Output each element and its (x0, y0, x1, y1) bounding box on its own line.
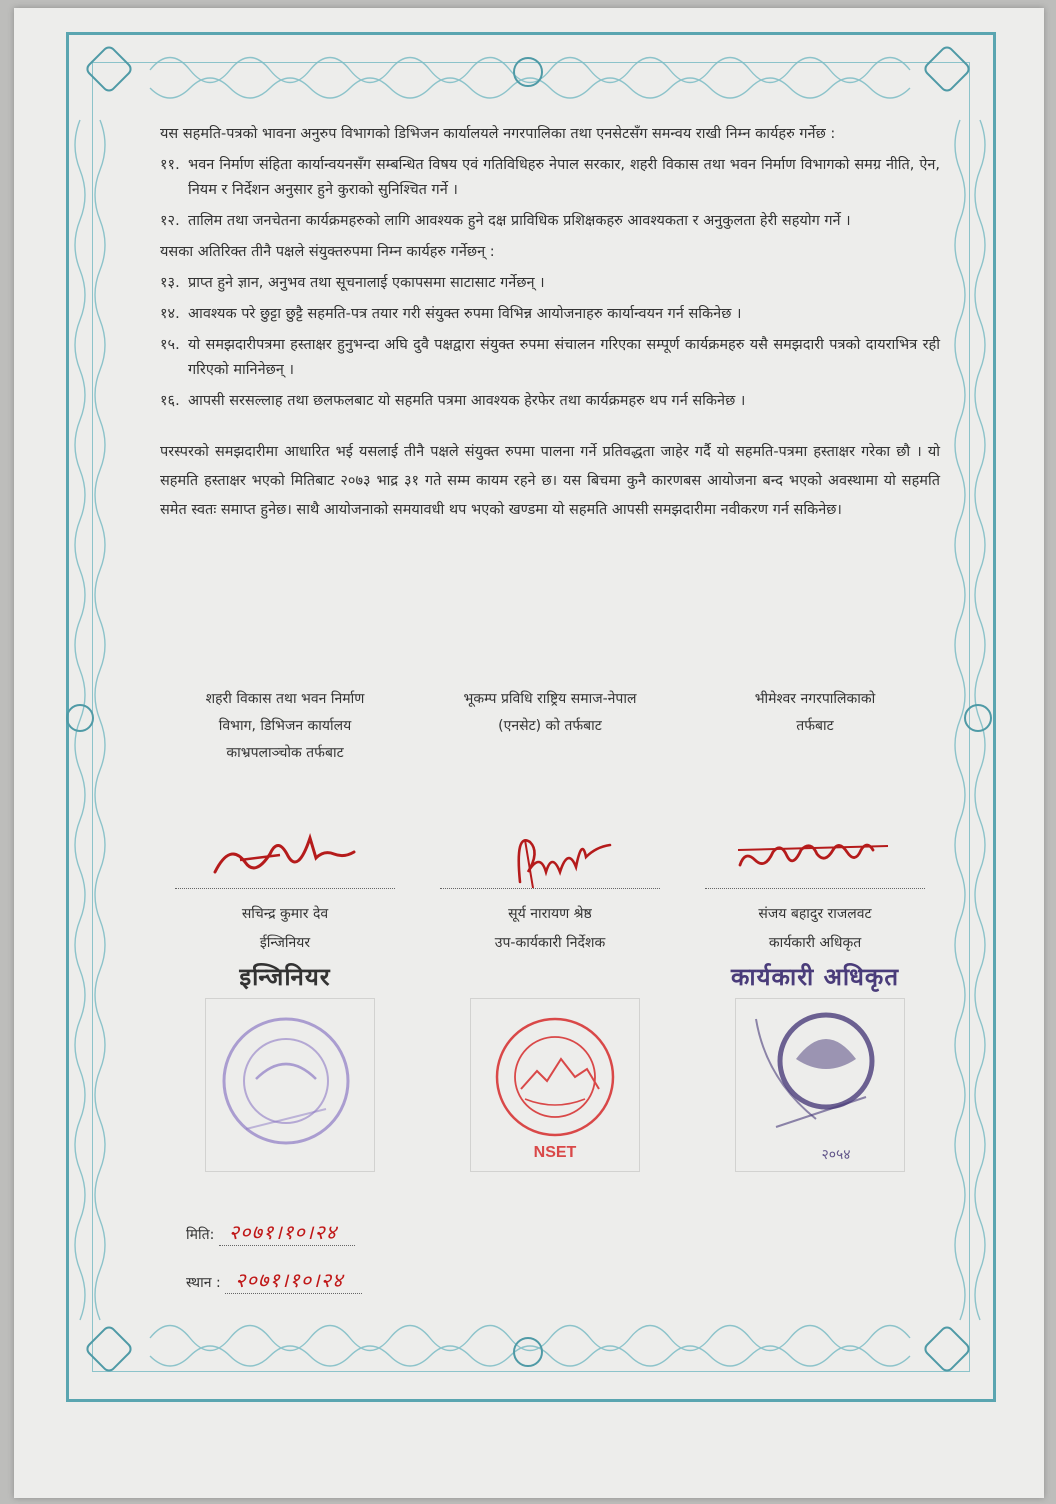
signatory-title: उप-कार्यकारी निर्देशक (494, 935, 606, 951)
item-number: १५. (160, 337, 180, 353)
party-line: भीमेश्वर नगरपालिकाको (754, 691, 876, 707)
list-item (160, 302, 940, 327)
office-seal (206, 999, 374, 1171)
signatory-block (160, 820, 410, 1150)
signature-line (175, 888, 395, 889)
list-item (160, 153, 940, 203)
party-line: भूकम्प प्रविधि राष्ट्रिय समाज-नेपाल (463, 691, 637, 707)
date-value: २०७१।१०।२४ (228, 1220, 338, 1244)
signatory-name: संजय बहादुर राजलवट (758, 906, 872, 922)
seal-area (205, 998, 375, 1172)
joint-intro-paragraph: यसका अतिरिक्त तीनै पक्षले संयुक्तरुपमा निम्न कार्यहरु गर्नेछन् : (160, 244, 495, 260)
handwritten-signature (160, 820, 410, 886)
item-number: १४. (160, 306, 180, 322)
item-text: आपसी सरसल्लाह तथा छलफलबाट यो सहमति पत्रमा आवश्यक हेरफेर तथा कार्यक्रमहरु थप गर्न सकिनेछ । (188, 393, 746, 409)
item-number: १६. (160, 393, 180, 409)
item-number: १३. (160, 275, 180, 291)
party-municipality (690, 686, 940, 767)
place-value: २०७१।१०।२४ (235, 1268, 344, 1292)
party-line: तर्फबाट (796, 718, 834, 734)
seal-text: NSET (533, 1144, 577, 1161)
item-text: प्राप्त हुने ज्ञान, अनुभव तथा सूचनालाई एकापसमा साटासाट गर्नेछन् । (188, 275, 545, 291)
item-number: १२. (160, 213, 180, 229)
party-line: काभ्रपलाञ्चोक तर्फबाट (226, 745, 344, 761)
nset-seal (471, 999, 639, 1171)
item-text: तालिम तथा जनचेतना कार्यक्रमहरुको लागि आवश्यक हुने दक्ष प्राविधिक प्रशिक्षकहरु आवश्यकता र अनुकुलता हेरी सहयोग गर्ने । (188, 213, 851, 229)
date-field (219, 1218, 355, 1246)
signatory-name: सूर्य नारायण श्रेष्ठ (508, 906, 592, 922)
signatory-title: कार्यकारी अधिकृत (768, 935, 862, 951)
list-item (160, 333, 940, 383)
party-line: (एनसेट) को तर्फबाट (498, 718, 602, 734)
item-text: यो समझदारीपत्रमा हस्ताक्षर हुनुभन्दा अघि दुवै पक्षद्वारा संयुक्त रुपमा संचालन गरिएका सम्पूर्ण कार्यक्रमहरु यसै समझदारी पत्रको दायराभित्र रही गरिएको मानिनेछन् । (188, 337, 940, 378)
signatory-block (690, 820, 940, 1163)
party-line: शहरी विकास तथा भवन निर्माण (205, 691, 365, 707)
signature-line (440, 888, 660, 889)
signatory-name: सचिन्द्र कुमार देव (241, 906, 329, 922)
list-item (160, 209, 940, 234)
party-dudbc (160, 686, 410, 767)
closing-paragraph: परस्परको समझदारीमा आधारित भई यसलाई तीनै पक्षले संयुक्त रुपमा पालना गर्ने प्रतिवद्धता जाहेर गर्दै यो सहमति-पत्रमा हस्ताक्षर गरेका छौ । यो सहमति हस्ताक्षर भएको मितिबाट २०७३ भाद्र ३१ गते सम्म कायम रहने छ। यस बिचमा कुनै कारणबस आयोजना बन्द भएको अवस्थामा यो सहमति समेत स्वतः समाप्त हुनेछ। साथै आयोजनाको समयावधी थप भएको खण्डमा यो सहमति आपसी समझदारीमा नवीकरण गर्न सकिनेछ। (160, 444, 940, 518)
signature-line (705, 888, 925, 889)
item-text: आवश्यक परे छुट्टा छुट्टै सहमति-पत्र तयार गरी संयुक्त रुपमा विभिन्न आयोजनाहरु कार्यान्वयन गर्न सकिनेछ । (188, 306, 742, 322)
party-line: विभाग, डिभिजन कार्यालय (218, 718, 352, 734)
list-item (160, 271, 940, 296)
signature-section (160, 820, 940, 1163)
seal-area (470, 998, 640, 1172)
intro-paragraph: यस सहमति-पत्रको भावना अनुरुप विभागको डिभिजन कार्यालयले नगरपालिका तथा एनसेटसँग समन्वय राखी निम्न कार्यहरु गर्नेछ : (160, 126, 836, 142)
title-stamp: इन्जिनियर (239, 963, 331, 991)
title-stamp: कार्यकारी अधिकृत (730, 963, 900, 991)
signatory-block (425, 820, 675, 1161)
item-text: भवन निर्माण संहिता कार्यान्वयनसँग सम्बन्धित विषय एवं गतिविधिहरु नेपाल सरकार, शहरी विकास तथा भवन निर्माण विभागको समग्र नीति, ऐन, नियम र निर्देशन अनुसार हुने कुराको सुनिश्चित गर्ने । (188, 157, 940, 198)
municipality-seal (736, 999, 904, 1171)
signatory-title: ईन्जिनियर (259, 935, 311, 951)
place-label: स्थान : (186, 1275, 221, 1291)
handwritten-signature (690, 820, 940, 886)
place-field (225, 1266, 361, 1294)
seal-area (735, 998, 905, 1172)
date-row (186, 1218, 355, 1246)
handwritten-signature (425, 820, 675, 890)
agreement-body (160, 122, 940, 531)
list-item (160, 389, 940, 414)
item-number: ११. (160, 157, 180, 173)
party-headings (160, 686, 940, 767)
party-nset (425, 686, 675, 767)
date-label: मिति: (186, 1227, 215, 1243)
seal-year: २०५४ (821, 1147, 851, 1163)
place-row (186, 1266, 362, 1294)
